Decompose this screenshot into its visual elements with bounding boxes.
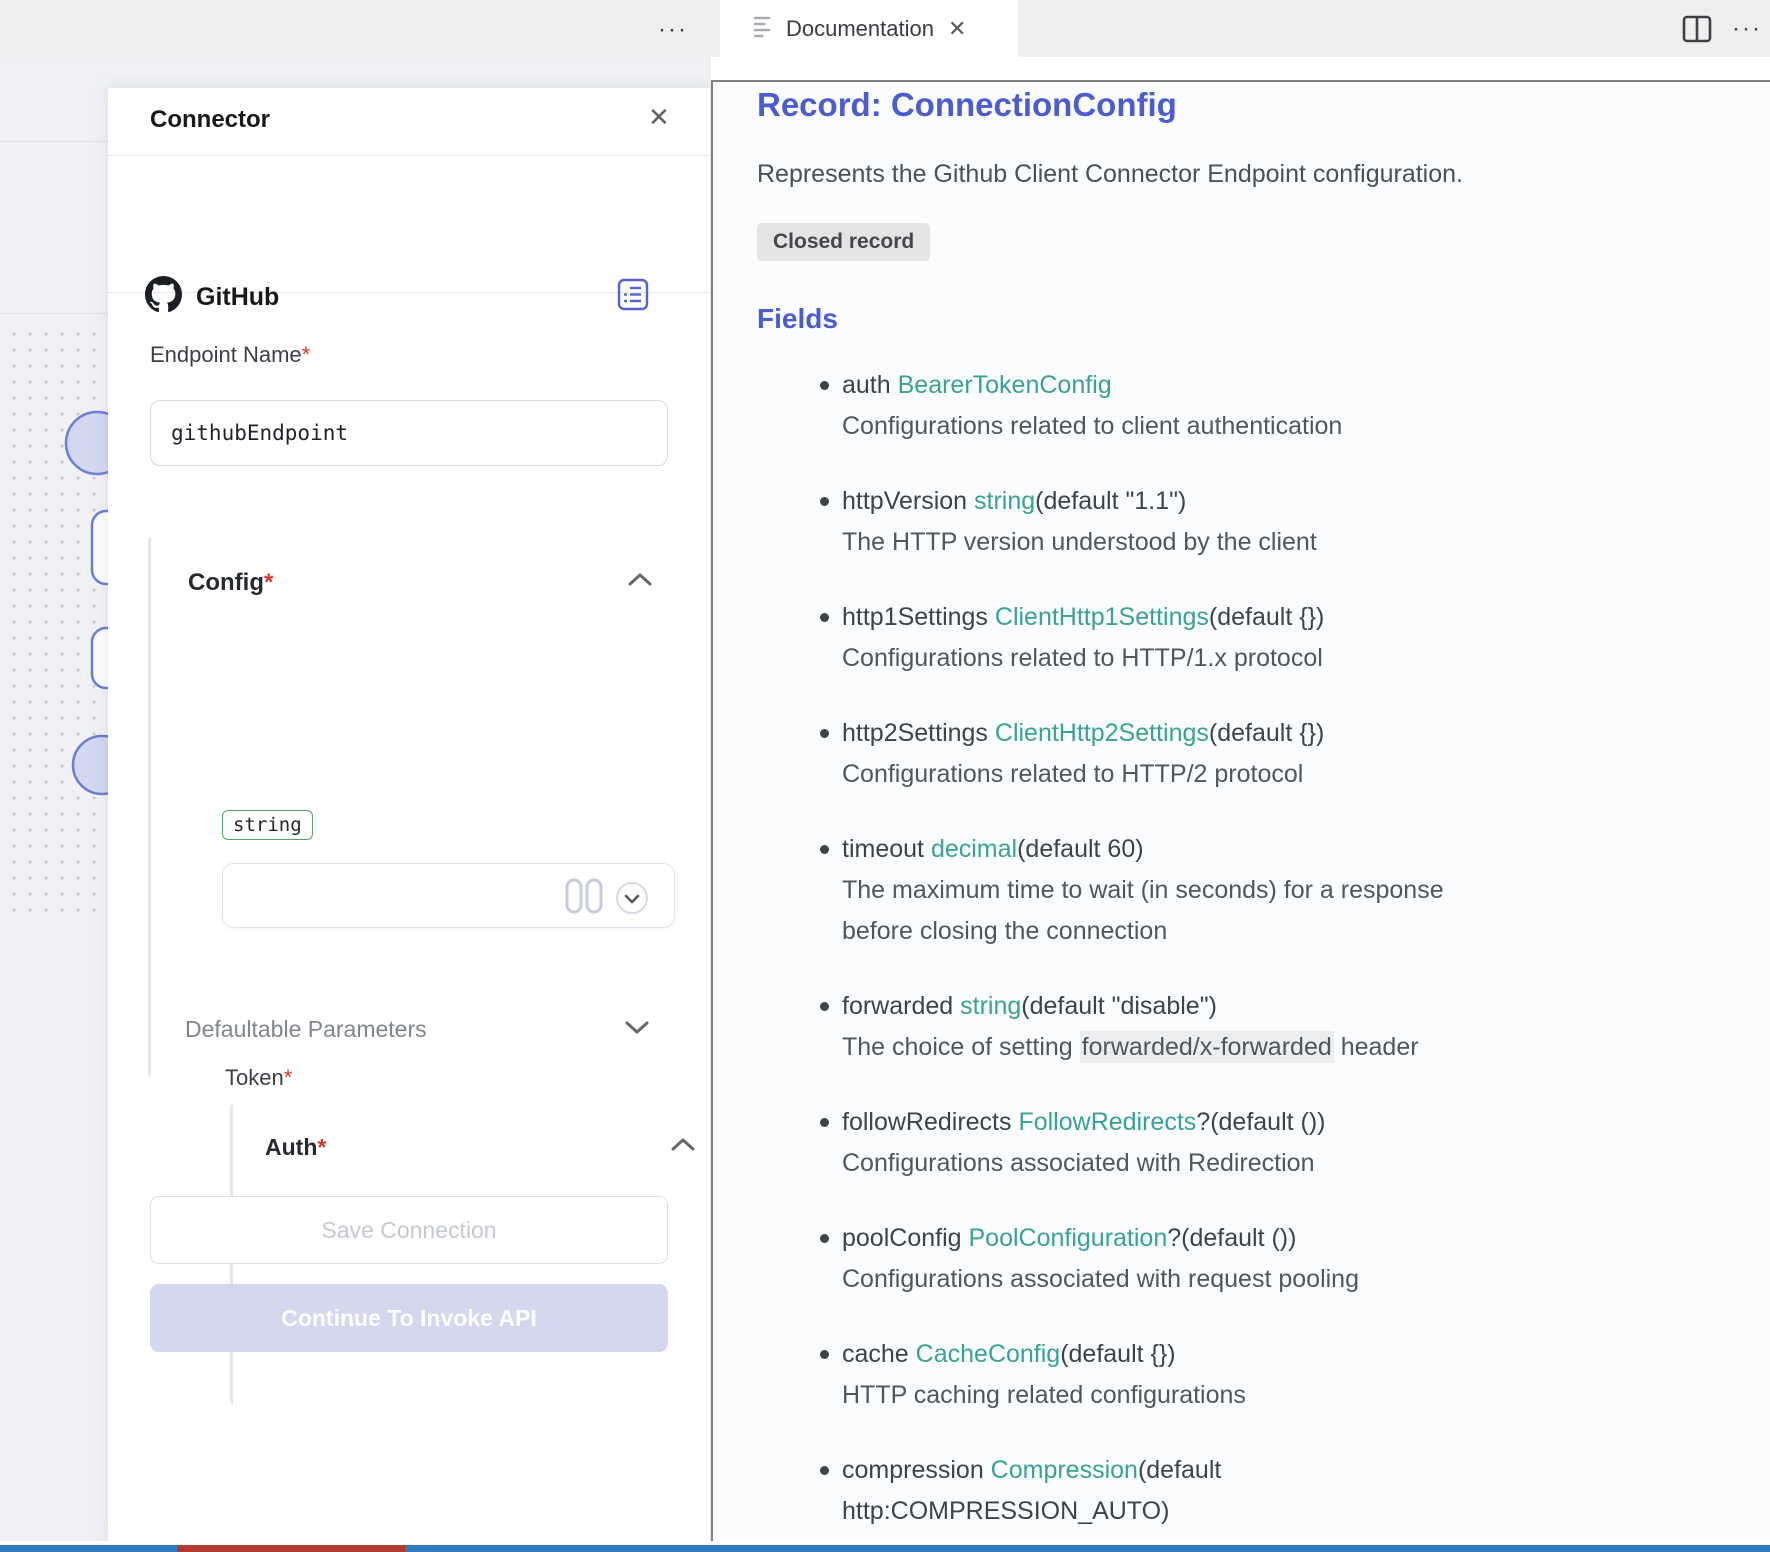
field-item [757, 829, 1730, 952]
diagram-shapes [0, 57, 108, 1541]
editor-tab-bar [0, 0, 1770, 57]
field-type-link[interactable]: BearerTokenConfig [897, 371, 1112, 399]
field-type-link[interactable]: FollowRedirects [1018, 1108, 1197, 1136]
field-item [757, 986, 1730, 1068]
field-description-line: Configurations related to client authentication [842, 412, 1343, 440]
field-default: (default {}) [1060, 1340, 1176, 1368]
token-input[interactable] [223, 864, 543, 927]
field-name: forwarded [842, 992, 961, 1020]
field-description-line: Configurations related to HTTP/2 protocol [842, 760, 1304, 788]
inline-code: forwarded/x-forwarded [1081, 1033, 1332, 1061]
field-name: timeout [842, 835, 931, 863]
field-description-line: The choice of setting forwarded/x-forwarded header [842, 1033, 1419, 1061]
progress-segment [177, 1545, 405, 1552]
endpoint-name-label: Endpoint Name* [150, 342, 311, 367]
field-default: ?(default ()) [1196, 1108, 1326, 1136]
github-logo-icon [145, 276, 182, 318]
bottom-progress-bar [0, 1545, 1770, 1552]
field-name: auth [842, 371, 898, 399]
field-item [757, 1102, 1730, 1184]
field-default: (default "1.1") [1035, 487, 1187, 515]
field-item [757, 1334, 1730, 1416]
field-description-line: Configurations associated with request pooling [842, 1265, 1359, 1293]
field-type-link[interactable]: decimal [930, 835, 1018, 863]
field-type-link[interactable]: string [960, 992, 1022, 1020]
field-name: compression [842, 1456, 991, 1484]
field-description-line: The HTTP version understood by the client [842, 528, 1317, 556]
fields-list [757, 365, 1730, 1532]
config-section [148, 537, 688, 1160]
field-default: (default {}) [1208, 603, 1325, 631]
tab-close-icon[interactable]: ✕ [947, 15, 967, 41]
field-name: httpVersion [842, 487, 975, 515]
field-default: ?(default ()) [1167, 1224, 1297, 1252]
progress-segment [0, 1545, 177, 1552]
field-description-line: before closing the connection [842, 917, 1168, 945]
connector-docs-icon[interactable] [617, 278, 649, 316]
defaultable-parameters-toggle[interactable] [185, 1016, 665, 1046]
tab-label: Documentation [786, 15, 934, 41]
connector-panel [108, 88, 710, 1541]
field-type-link[interactable]: Compression [990, 1456, 1138, 1484]
panel-close-icon[interactable]: ✕ [648, 102, 670, 132]
closed-record-badge: Closed record [757, 223, 930, 261]
endpoint-name-input[interactable] [150, 400, 668, 466]
connector-name: GitHub [196, 283, 280, 311]
field-name: http1Settings [842, 603, 995, 631]
field-type-link[interactable]: string [974, 487, 1036, 515]
doc-record-description: Represents the Github Client Connector Endpoint configuration. [757, 160, 1463, 188]
doc-record-title: Record: ConnectionConfig [757, 86, 1177, 123]
field-name: followRedirects [842, 1108, 1019, 1136]
tab-documentation[interactable] [720, 0, 1018, 57]
auth-collapse-icon[interactable] [670, 1136, 696, 1157]
field-default: (default "disable") [1021, 992, 1217, 1020]
document-list-icon [752, 13, 776, 44]
config-collapse-icon[interactable] [627, 571, 653, 592]
field-description-line: http:COMPRESSION_AUTO) [842, 1497, 1170, 1525]
field-type-link[interactable]: PoolConfiguration [968, 1224, 1168, 1252]
field-item [757, 597, 1730, 679]
split-editor-icon[interactable] [1680, 12, 1714, 46]
token-label: Token* [225, 1065, 293, 1090]
connector-summary-row [108, 156, 710, 311]
field-item [757, 713, 1730, 795]
auth-section-label: Auth* [265, 1134, 327, 1160]
config-section-label: Config* [188, 569, 274, 596]
field-description-line: The maximum time to wait (in seconds) for a response [842, 876, 1444, 904]
continue-to-invoke-api-button[interactable]: Continue To Invoke API [150, 1284, 668, 1352]
defaultable-parameters-label: Defaultable Parameters [185, 1016, 427, 1042]
field-description-line: Configurations associated with Redirection [842, 1149, 1315, 1177]
field-name: cache [842, 1340, 916, 1368]
field-item [757, 481, 1730, 563]
connector-panel-header [108, 88, 710, 156]
chevron-down-icon [624, 1020, 650, 1041]
field-default: (default {}) [1208, 719, 1325, 747]
panel-title: Connector [150, 106, 270, 133]
field-item [757, 1218, 1730, 1300]
token-input-wrapper [222, 863, 675, 928]
token-type-badge: string [222, 810, 313, 840]
field-type-link[interactable]: ClientHttp1Settings [994, 603, 1209, 631]
documentation-content [711, 80, 1770, 1543]
left-group-more-icon[interactable]: ··· [658, 16, 688, 43]
token-options-icon[interactable] [616, 882, 648, 919]
field-name: http2Settings [842, 719, 995, 747]
field-item [757, 365, 1730, 447]
expression-toggle-icon[interactable] [563, 877, 605, 920]
field-description-line: HTTP caching related configurations [842, 1381, 1246, 1409]
editor-more-actions-icon[interactable]: ··· [1732, 14, 1762, 42]
field-description-line: Configurations related to HTTP/1.x protocol [842, 644, 1323, 672]
save-connection-button[interactable]: Save Connection [150, 1196, 668, 1264]
documentation-pane [711, 57, 1770, 1543]
field-name: poolConfig [842, 1224, 969, 1252]
fields-heading: Fields [757, 303, 838, 334]
field-item [757, 1450, 1730, 1532]
progress-segment [405, 1545, 1770, 1552]
field-type-link[interactable]: CacheConfig [915, 1340, 1061, 1368]
field-type-link[interactable]: ClientHttp2Settings [994, 719, 1209, 747]
field-default: (default [1137, 1456, 1222, 1484]
field-default: (default 60) [1017, 835, 1144, 863]
